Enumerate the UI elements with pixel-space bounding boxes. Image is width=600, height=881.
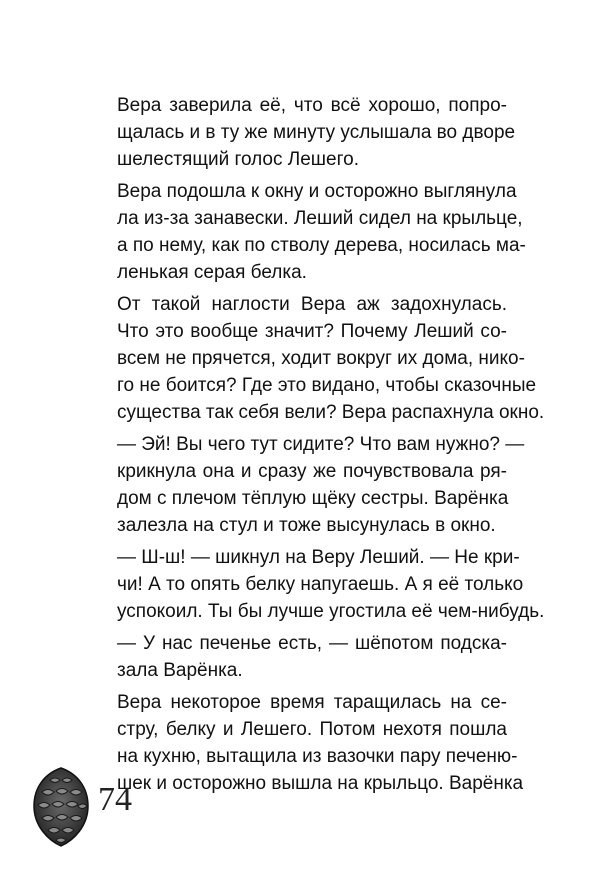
- paragraph: [117, 544, 545, 625]
- text-line: шелестящий голос Лешего.: [117, 149, 359, 170]
- paragraph: [117, 431, 525, 539]
- paragraph: [117, 178, 526, 286]
- text-line: От такой наглости Вера аж задохнулась.: [117, 294, 507, 315]
- paragraph: [117, 92, 516, 173]
- text-line: существа так себя вели? Вера распахнула окно.: [117, 402, 545, 423]
- text-line: крикнула она и сразу же почувствовала ря-: [117, 461, 507, 482]
- text-line: шек и осторожно вышла на крыльцо. Варёнка: [117, 773, 524, 794]
- text-line: — Ш-ш! — шикнул на Веру Леший. — Не кри-: [117, 547, 520, 568]
- text-line: щалась и в ту же минуту услышала во дворе: [117, 122, 516, 143]
- text-line: залезла на стул и тоже высунулась в окно.: [117, 515, 496, 536]
- text-line: Вера заверила её, что всё хорошо, попро-: [117, 95, 507, 116]
- body-text: [117, 92, 545, 802]
- paragraph: [117, 630, 507, 684]
- text-line: — У нас печенье есть, — шёпотом подска-: [117, 633, 507, 654]
- text-line: ла из-за занавески. Леший сидел на крыльце,: [117, 208, 523, 229]
- text-line: на кухню, вытащила из вазочки пару печеню-: [117, 746, 518, 767]
- text-line: зала Варёнка.: [117, 660, 243, 681]
- text-line: а по нему, как по стволу дерева, носилась ма-: [117, 235, 526, 256]
- text-line: Что это вообще значит? Почему Леший со-: [117, 321, 507, 342]
- text-line: стру, белку и Лешего. Потом нехотя пошла: [117, 719, 507, 740]
- text-line: ленькая серая белка.: [117, 262, 307, 283]
- text-line: го не боится? Где это видано, чтобы сказочные: [117, 375, 537, 396]
- text-line: успокоил. Ты бы лучше угостила её чем-нибудь.: [117, 601, 545, 622]
- page-footer: [30, 762, 230, 852]
- text-line: Вера подошла к окну и осторожно выглянула: [117, 181, 517, 202]
- page-number: 74: [98, 781, 132, 818]
- text-line: дом с плечом тёплую щёку сестры. Варёнка: [117, 488, 509, 509]
- pinecone-icon: [30, 762, 92, 848]
- text-line: всем не прячется, ходит вокруг их дома, нико-: [117, 348, 525, 369]
- text-line: чи! А то опять белку напугаешь. А я её только: [117, 574, 524, 595]
- text-line: — Эй! Вы чего тут сидите? Что вам нужно? —: [117, 434, 525, 455]
- text-line: Вера некоторое время таращилась на се-: [117, 692, 507, 713]
- paragraph: [117, 291, 545, 426]
